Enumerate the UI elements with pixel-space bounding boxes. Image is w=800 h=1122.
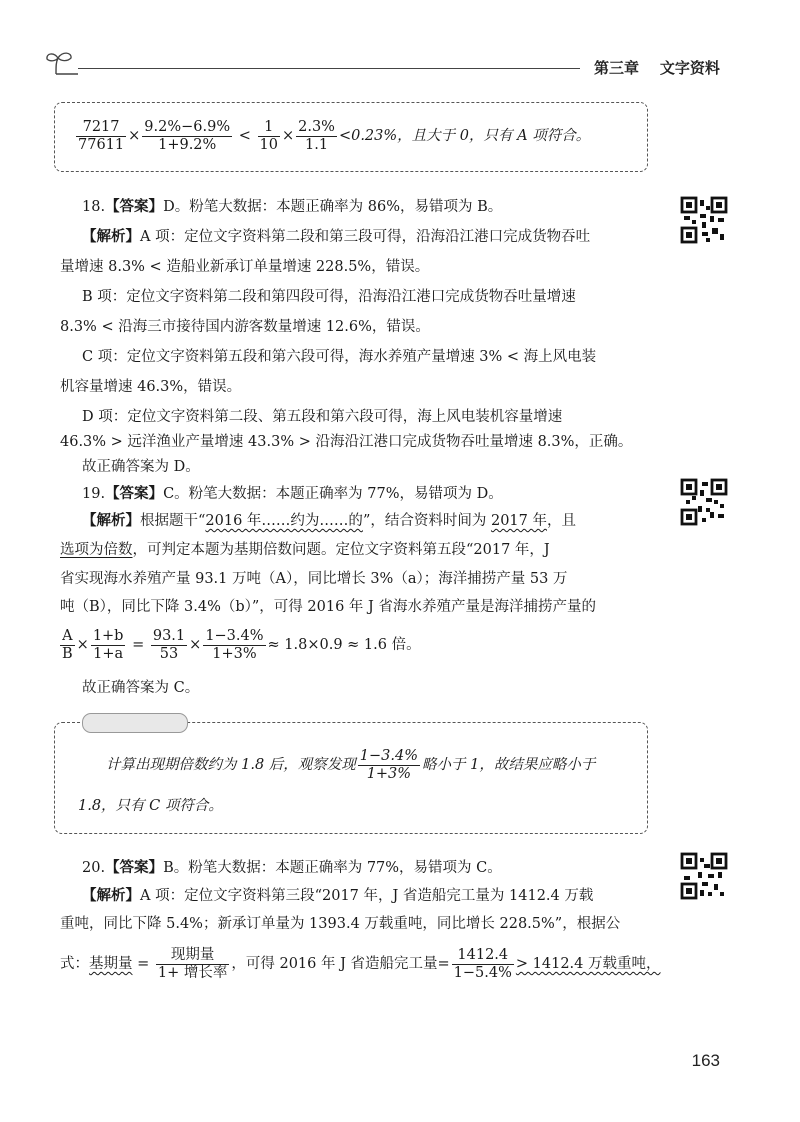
q20-answer: 20.【答案】B。粉笔大数据：本题正确率为 77%，易错项为 C。 xyxy=(82,859,502,876)
sprout-icon xyxy=(44,50,78,76)
fraction: $\frac{1+b}{1+a}$ xyxy=(92,627,124,662)
fraction: $\frac{93.1}{53}$ xyxy=(152,627,186,662)
jiexi-tag: 【解析】 xyxy=(82,512,140,529)
fraction: $\frac{A}{B}$ xyxy=(62,627,73,662)
fraction: $\frac{1-3.4\%}{1+3\%}$ xyxy=(359,747,418,782)
chapter-label: 第三章 xyxy=(594,59,640,77)
q19-formula: $\frac{A}{B}$ × $\frac{1+b}{1+a}$ = $\frac{93.1}{53}$ × $\frac{1-3.4\%}{1+3\%}$ ≈ 1.8×0.9 ≈ 1.6 倍。 xyxy=(62,627,421,662)
q18-b1: B 项：定位文字资料第二段和第四段可得，沿海沿江港口完成货物吞吐量增速 xyxy=(82,289,576,305)
chapter-title: 文字资料 xyxy=(659,59,720,77)
answer-tag: 【答案】 xyxy=(105,485,164,502)
q20-formula: 式：基期量 = $\frac{\text{现期量}}{\text{1+ 增长率}}$ ，可得 2016 年 J 省造船完工量= $\frac{1412.4}{1-5.4\%}$ > 1412.4 万载重吨， xyxy=(60,946,661,981)
q19-p4: 吨（B），同比下降 3.4%（b）”，可得 2016 年 J 省海水养殖产量是海洋捕捞产量的 xyxy=(60,599,596,615)
qr-code-icon[interactable] xyxy=(680,196,728,244)
q18-d2: 46.3% > 远洋渔业产量增速 43.3% > 沿海沿江港口完成货物吞吐量增速 8.3%，正确。 xyxy=(60,434,633,450)
fraction: $\frac{7217}{77611}$ xyxy=(78,118,125,153)
fraction: $\frac{9.2\%-6.9\%}{1+9.2\%}$ xyxy=(144,118,231,153)
qr-code-icon[interactable] xyxy=(680,852,728,900)
tip-line-2: 1.8，只有 C 项符合。 xyxy=(78,798,223,814)
answer-tag: 【答案】 xyxy=(105,859,164,876)
formula-tail: <0.23%，且大于 0，只有 A 项符合。 xyxy=(338,128,591,144)
tip-line-1: 计算出现期倍数约为 1.8 后，观察发现 $\frac{1-3.4\%}{1+3\%}$ 略小于 1，故结果应略小于 xyxy=(106,747,596,782)
q18-b2: 8.3% < 沿海三市接待国内游客数量增速 12.6%，错误。 xyxy=(60,319,430,335)
fraction: $\frac{1-3.4\%}{1+3\%}$ xyxy=(205,627,264,662)
tip-badge xyxy=(82,713,188,733)
fraction: $\frac{2.3\%}{1.1}$ xyxy=(298,118,335,153)
formula-line: $\frac{7217}{77611}$ × $\frac{9.2\%-6.9\%}{1+9.2\%}$ < $\frac{1}{10}$ × $\frac{2.3\%}{1.1}$ <0.23%，且大于 0，只有 A 项符合。 xyxy=(78,118,591,153)
jiexi-tag: 【解析】 xyxy=(82,887,140,904)
answer-tag: 【答案】 xyxy=(105,198,164,215)
q19-jiexi-p1: 【解析】根据题干“2016 年……约为……的”，结合资料时间为 2017 年，且 xyxy=(82,512,576,529)
q18-d1: D 项：定位文字资料第二段、第五段和第六段可得，海上风电装机容量增速 xyxy=(82,409,563,425)
jiexi-tag: 【解析】 xyxy=(82,228,140,245)
q18-c1: C 项：定位文字资料第五段和第六段可得，海水养殖产量增速 3% < 海上风电装 xyxy=(82,349,597,365)
page-number: 163 xyxy=(691,1051,720,1070)
fraction: $\frac{\text{现期量}}{\text{1+ 增长率}}$ xyxy=(157,946,228,981)
qr-code-icon[interactable] xyxy=(680,478,728,526)
q18-c2: 机容量增速 46.3%，错误。 xyxy=(60,379,242,395)
header-rule xyxy=(78,68,580,69)
fraction: $\frac{1}{10}$ xyxy=(259,118,278,153)
q19-p2: 选项为倍数，可判定本题为基期倍数问题。定位文字资料第五段“2017 年，J xyxy=(60,542,550,558)
q19-p3: 省实现海水养殖产量 93.1 万吨（A），同比增长 3%（a）；海洋捕捞产量 53 万 xyxy=(60,571,568,587)
q19-conclusion: 故正确答案为 C。 xyxy=(82,680,200,696)
header-chapter xyxy=(594,57,720,78)
fraction: $\frac{1412.4}{1-5.4\%}$ xyxy=(453,946,512,981)
q18-a2: 量增速 8.3% < 造船业新承订单量增速 228.5%，错误。 xyxy=(60,259,430,275)
q18-jiexi-a1: 【解析】A 项：定位文字资料第二段和第三段可得，沿海沿江港口完成货物吞吐 xyxy=(82,228,591,245)
q19-answer: 19.【答案】C。粉笔大数据：本题正确率为 77%，易错项为 D。 xyxy=(82,485,503,502)
q20-jiexi-p1: 【解析】A 项：定位文字资料第三段“2017 年，J 省造船完工量为 1412.4 万载 xyxy=(82,887,594,904)
q20-p2: 重吨，同比下降 5.4%；新承订单量为 1393.4 万载重吨，同比增长 228.5%”，根据公 xyxy=(60,916,621,932)
q18-answer: 18.【答案】D。粉笔大数据：本题正确率为 86%，易错项为 B。 xyxy=(82,198,503,215)
q18-conclusion: 故正确答案为 D。 xyxy=(82,459,200,475)
